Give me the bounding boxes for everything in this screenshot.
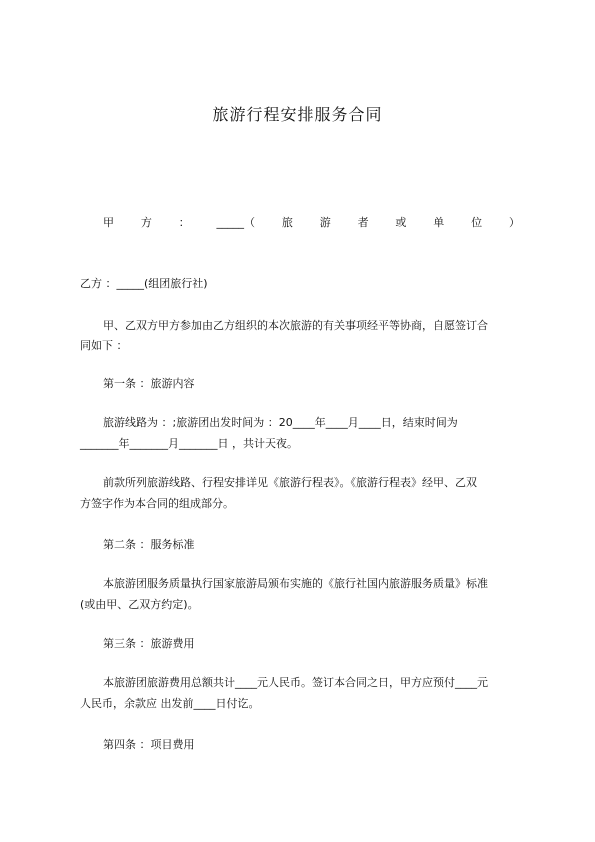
paragraph-line: 前款所列旅游线路、行程安排详见《旅游行程表》。《旅游行程表》经甲、乙双 — [103, 476, 477, 489]
party-a-char: 者 — [357, 216, 369, 229]
article-heading: 第二条 ：服务标准 — [103, 538, 195, 551]
paragraph-line: (或由甲、乙双方约定)。 — [80, 598, 199, 611]
party-a-char: _____（ — [216, 216, 256, 229]
party-a-char: ） — [508, 216, 520, 229]
party-a-char: 甲 — [103, 216, 114, 229]
party-a-char: 旅 — [281, 216, 293, 229]
party-a-char: 单 — [433, 216, 445, 229]
paragraph-line: _______年_______月_______日 ，共计天夜。 — [80, 437, 298, 450]
paragraph-line: 甲、乙双方甲方参加由乙方组织的本次旅游的有关事项经平等协商，自愿签订合 — [103, 319, 488, 332]
paragraph-line: 本旅游团服务质量执行国家旅游局颁布实施的《旅行社国内旅游服务质量》标准 — [103, 577, 488, 590]
party-a-char: 游 — [319, 216, 331, 229]
article-heading: 第一条 ：旅游内容 — [103, 377, 195, 390]
article-heading: 第四条 ：项目费用 — [103, 738, 195, 751]
party-a-char: ： — [178, 216, 190, 229]
party-a-line — [103, 214, 520, 230]
paragraph-line: 人民币，余款应 出发前____日付讫。 — [80, 697, 260, 710]
paragraph-line: 同如下 ： — [80, 339, 128, 352]
paragraph-line: 本旅游团旅游费用总额共计____元人民币。签订本合同之日，甲方应预付____元 — [103, 676, 488, 689]
paragraph-line: 旅游线路为 ：;旅游团出发时间为 ：20____年____月____日，结束时间为 — [103, 416, 458, 429]
party-a-char: 位 — [471, 216, 483, 229]
article-heading: 第三条 ：旅游费用 — [103, 637, 195, 650]
party-a-char: 或 — [395, 216, 407, 229]
party-b-line: 乙方 ：_____(组团旅行社) — [80, 277, 208, 290]
document-title: 旅游行程安排服务合同 — [212, 105, 383, 124]
paragraph-line: 方签字作为本合同的组成部分。 — [80, 497, 234, 510]
party-a-char: 方 — [140, 216, 152, 229]
